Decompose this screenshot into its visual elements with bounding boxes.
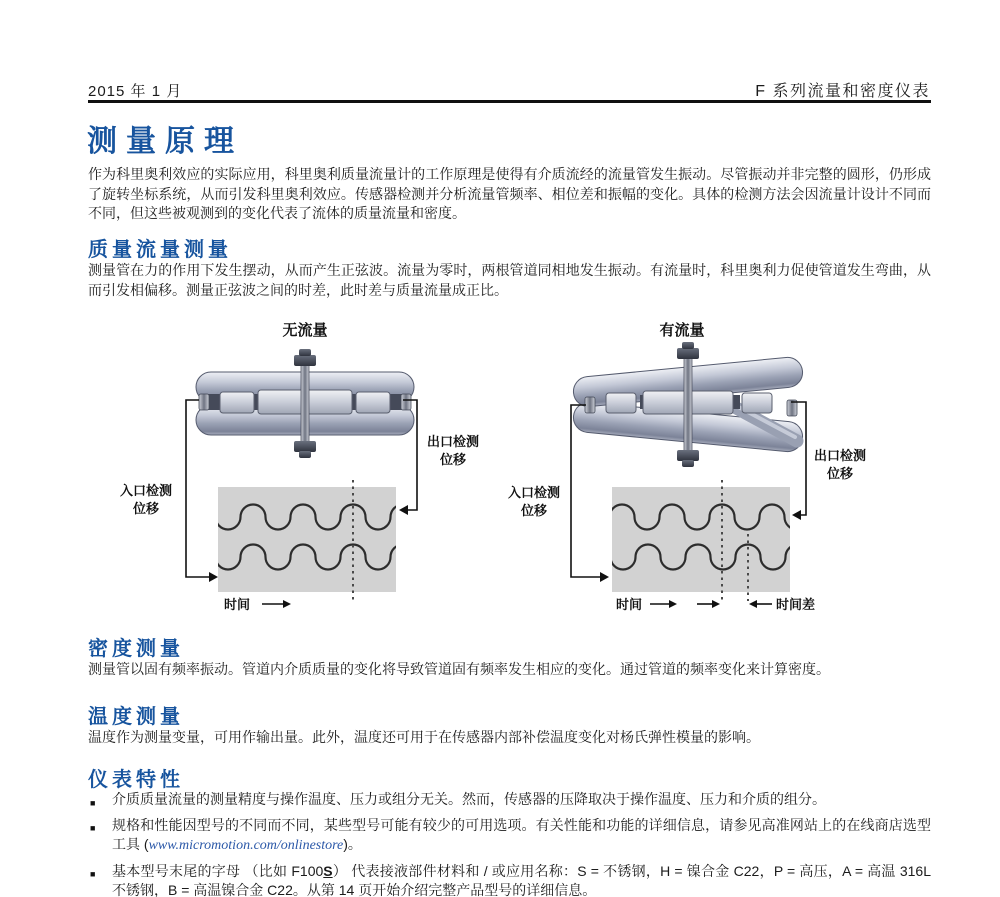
- bullet-text-pre: 规格和性能因型号的不同而不同，某些型号可能有较少的可用选项。有关性能和功能的详细信息，请参见高准网站上的在线商店选型工具 (: [112, 816, 931, 852]
- inlet-label-line1: 入口检测: [119, 483, 172, 498]
- bullet-text-pre: 基本型号末尾的字母 （比如 F100: [112, 862, 324, 879]
- temperature-paragraph: 温度作为测量变量，可用作输出量。此外，温度还可用于在传感器内部补偿温度变化对杨氏弹性模量的影响。: [88, 729, 760, 745]
- outlet-label-line1: 出口检测: [426, 434, 479, 449]
- flow-waveform-box: [585, 480, 811, 601]
- bullet-text-post: )。: [343, 836, 362, 852]
- features-bullet-list: [88, 790, 931, 897]
- mass-flow-paragraph: 测量管在力的作用下发生摆动，从而产生正弦波。流量为零时，两根管道同相地发生振动。有流量时，科里奥利力促使管道发生弯曲，从而引发相偏移。测量正弦波之间的时差，此时差与质量流量成正比。: [88, 262, 931, 298]
- header-date: 2015 年 1 月: [88, 83, 183, 100]
- no-flow-outlet-label: [419, 433, 487, 468]
- inlet-label-line1: 入口检测: [507, 485, 560, 500]
- flow-outlet-label: [806, 447, 874, 482]
- flow-inlet-label: [500, 484, 568, 519]
- section-heading-features: 仪表特性: [88, 769, 184, 791]
- center-rod: [301, 356, 309, 450]
- feature-bullet-model-options: [88, 816, 931, 856]
- bullet-square-icon: ■: [90, 823, 96, 833]
- no-flow-tube-assembly: [196, 349, 414, 458]
- flow-time-label: 时间: [616, 597, 643, 612]
- bullet-square-icon: ■: [90, 797, 96, 808]
- inlet-label-line2: 位移: [132, 500, 159, 516]
- online-store-link[interactable]: www.micromotion.com/onlinestore: [148, 838, 344, 853]
- flow-figure-title: 有流量: [659, 322, 705, 339]
- intro-paragraph: 作为科里奥利效应的实际应用，科里奥利质量流量计的工作原理是使得有介质流经的流量管发生振动。尽管振动并非完整的圆形，仍形成了旋转坐标系统，从而引发科里奥利效应。传感器检测并分析流量管频率、相位差和振幅的变化。具体的检测方法会因流量计设计不同而不同，但这些被观测到的变化代表了流体的质量流量和密度。: [88, 166, 931, 221]
- no-flow-inlet-label: [112, 482, 180, 517]
- outlet-label-line1: 出口检测: [813, 448, 866, 463]
- bullet-square-icon: ■: [90, 869, 96, 879]
- flow-outlet-bracket: [791, 402, 806, 515]
- density-paragraph: 测量管以固有频率振动。管道内介质质量的变化将导致管道固有频率发生相应的变化。通过管道的频率变化来计算密度。: [88, 661, 830, 677]
- inlet-pickoff: [220, 392, 254, 413]
- feature-bullet-model-codes: [88, 862, 931, 897]
- bullet-text-post: ） 代表接液部件材料和 / 或应用名称：S = 不锈钢，H = 镍合金 C22，P = 高压，A = 高温 316L 不锈钢，B = 高温镍合金 C22。从第 14 页开始介绍完整产品型号的详细信息。: [112, 862, 931, 897]
- no-flow-waveform-box: [216, 480, 416, 601]
- outlet-pickoff: [742, 393, 772, 413]
- center-rod: [684, 350, 692, 454]
- section-heading-mass-flow: 质量流量测量: [88, 239, 232, 261]
- outlet-label-line2: 位移: [826, 465, 853, 481]
- outlet-label-line2: 位移: [439, 451, 466, 467]
- no-flow-time-label: 时间: [224, 597, 251, 612]
- outlet-pickoff: [356, 392, 390, 413]
- feature-bullet-accuracy: [88, 790, 931, 810]
- model-suffix-letter: S: [323, 862, 333, 879]
- bullet-text: 介质质量流量的测量精度与操作温度、压力或组分无关。然而，传感器的压降取决于操作温度、压力和介质的组分。: [112, 791, 826, 807]
- inlet-label-line2: 位移: [520, 502, 547, 518]
- flow-tube-assembly: [572, 342, 804, 467]
- section-heading-density: 密度测量: [88, 638, 184, 660]
- page-title: 测量原理: [87, 125, 243, 158]
- header-product-title: F 系列流量和密度仪表: [755, 83, 930, 100]
- no-flow-figure-title: 无流量: [282, 322, 328, 339]
- time-diff-label: 时间差: [776, 597, 816, 612]
- inlet-pickoff: [606, 393, 636, 413]
- section-heading-temperature: 温度测量: [88, 706, 184, 728]
